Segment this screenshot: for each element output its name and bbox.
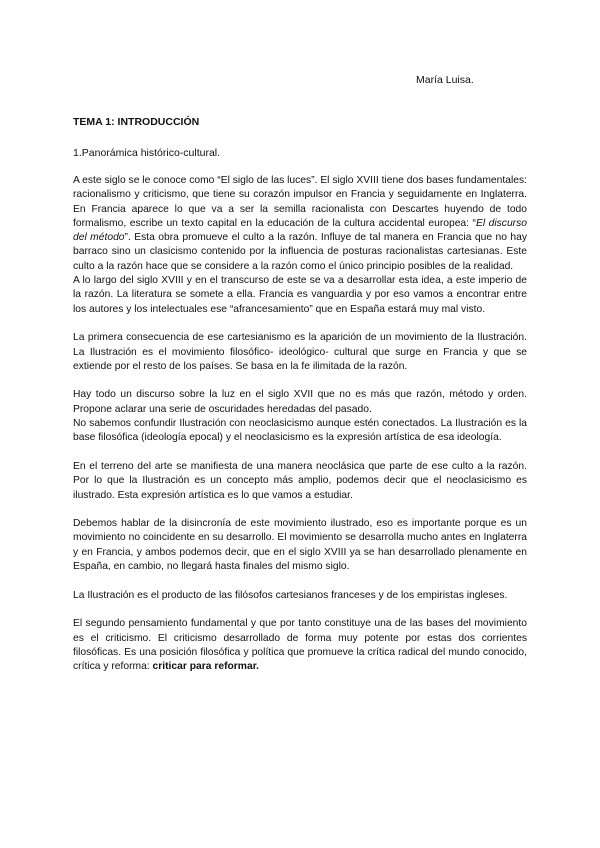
paragraph-2: A lo largo del siglo XVIII y en el transcurso de este se va a desarrollar esta idea, a este imperio de la razón. La literatura se somete a ella. Francia es vanguardia y por eso vamos a encontrar entre los autores y los intelectuales ese “afrancesamiento” que en España estará muy mal visto. (73, 275, 527, 315)
book-title: El discurso del método (73, 217, 527, 244)
paragraph-6: En el terreno del arte se manifiesta de una manera neoclásica que parte de ese culto a la razón. Por lo que la Ilustración es un concepto más amplio, podemos decir que el neoclasicismo es ilustrado. Esta expresión artística es lo que vamos a estudiar. (73, 460, 527, 501)
page-title: TEMA 1: INTRODUCCIÓN (73, 116, 200, 128)
paragraph-9: El segundo pensamiento fundamental y que por tanto constituye una de las bases del movimiento es el criticismo. El criticismo desarrollado de forma muy potente por estas dos corrientes filosóficas. Es una posición filosófica y política que promueve la crítica radical del mundo conocido, crítica y reforma: criticar para reformar. (73, 618, 527, 673)
paragraph-5: No sabemos confundir Ilustración con neoclasicismo aunque estén conectados. La Ilustración es la base filosófica (ideología epocal) y el neoclasicismo es la expresión artística de esa ideología. (73, 418, 527, 444)
emphasis-text: criticar para reformar. (152, 661, 259, 673)
paragraph-3: La primera consecuencia de ese cartesianismo es la aparición de un movimiento de la Ilustración. La Ilustración es el movimiento filosófico- ideológico- cultural que surge en Francia y que se extiende por el resto de los países. Se basa en la fe ilimitada de la razón. (73, 332, 527, 372)
paragraph-7: Debemos hablar de la disincronía de este movimiento ilustrado, eso es importante porque es un movimiento no coincidente en su desarrollo. El movimiento se desarrolla mucho antes en Inglaterra y en Francia, y ambos podemos decir, que en el siglo XVIII ya se han desarrollado plenamente en España, en cambio, no llegará hasta finales del mismo siglo. (73, 518, 527, 573)
author-name: María Luisa. (416, 74, 474, 86)
section-title: 1.Panorámica histórico-cultural. (73, 147, 221, 159)
paragraph-8: La Ilustración es el producto de las filósofos cartesianos franceses y de los empiristas ingleses. (73, 589, 508, 601)
paragraph-1: A este siglo se le conoce como “El siglo de las luces”. El siglo XVIII tiene dos bases fundamentales: racionalismo y criticismo, que tiene su corazón impulsor en Francia y seguidamente en Inglaterra. En Francia aparece lo que va a ser la semilla racionalista con Descartes huyendo de todo formalismo, escribe un texto capital en la educación de la cultura accidental europea: “El discurso del método”. Esta obra promueve el culto a la razón. Influye de tal manera en Francia que no hay barraco sino un clasicismo contenido por la influencia de posturas racionalistas cartesianas. Este culto a la razón hace que se considere a la razón como el único principio posibles de la realidad. (73, 175, 527, 272)
paragraph-4: Hay todo un discurso sobre la luz en el siglo XVII que no es más que razón, método y orden. Propone aclarar una serie de oscuridades heredadas del pasado. (73, 389, 527, 415)
document-body (73, 174, 527, 689)
